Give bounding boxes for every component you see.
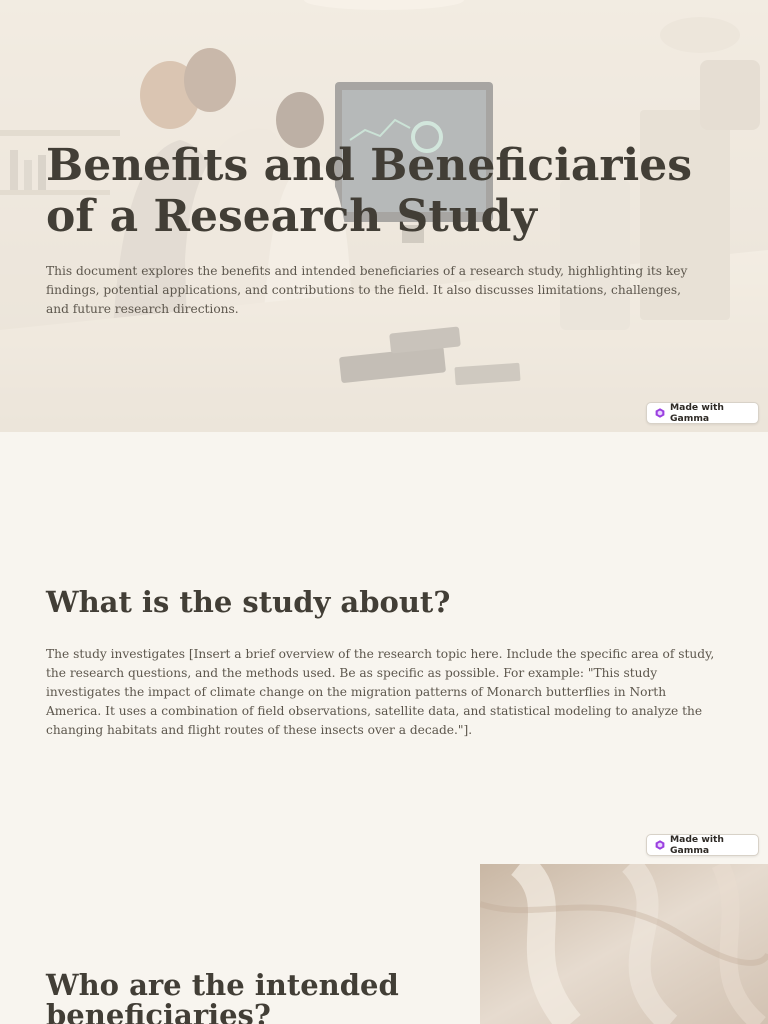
section-heading-beneficiaries: Who are the intended beneficiaries? [46, 968, 399, 1024]
made-with-gamma-badge[interactable] [646, 834, 759, 856]
hero-section [0, 0, 768, 432]
section-heading-about: What is the study about? [46, 585, 451, 619]
gamma-logo-icon [655, 408, 665, 418]
abstract-silk-image [480, 864, 768, 1024]
made-with-gamma-badge[interactable] [646, 402, 759, 424]
badge-label: Made with Gamma [670, 402, 724, 424]
page-title: Benefits and Beneficiaries of a Research Study [46, 140, 692, 242]
gamma-logo-icon [655, 840, 665, 850]
section-body-about: The study investigates [Insert a brief overview of the research topic here. Include the specific area of study, the research questions, and the methods used. Be as specific as possible. For example: "This study investigates the impact of climate change on the migration patterns of Monarch butterflies in North America. It uses a combination of field observations, satellite data, and statistical modeling to analyze the changing habitats and flight routes of these insects over a decade."]. [46, 647, 715, 737]
hero-description: This document explores the benefits and intended beneficiaries of a research study, highlighting its key findings, potential applications, and contributions to the field. It also discusses limitations, challenges, and future research directions. [46, 264, 688, 316]
badge-label: Made with Gamma [670, 834, 724, 856]
